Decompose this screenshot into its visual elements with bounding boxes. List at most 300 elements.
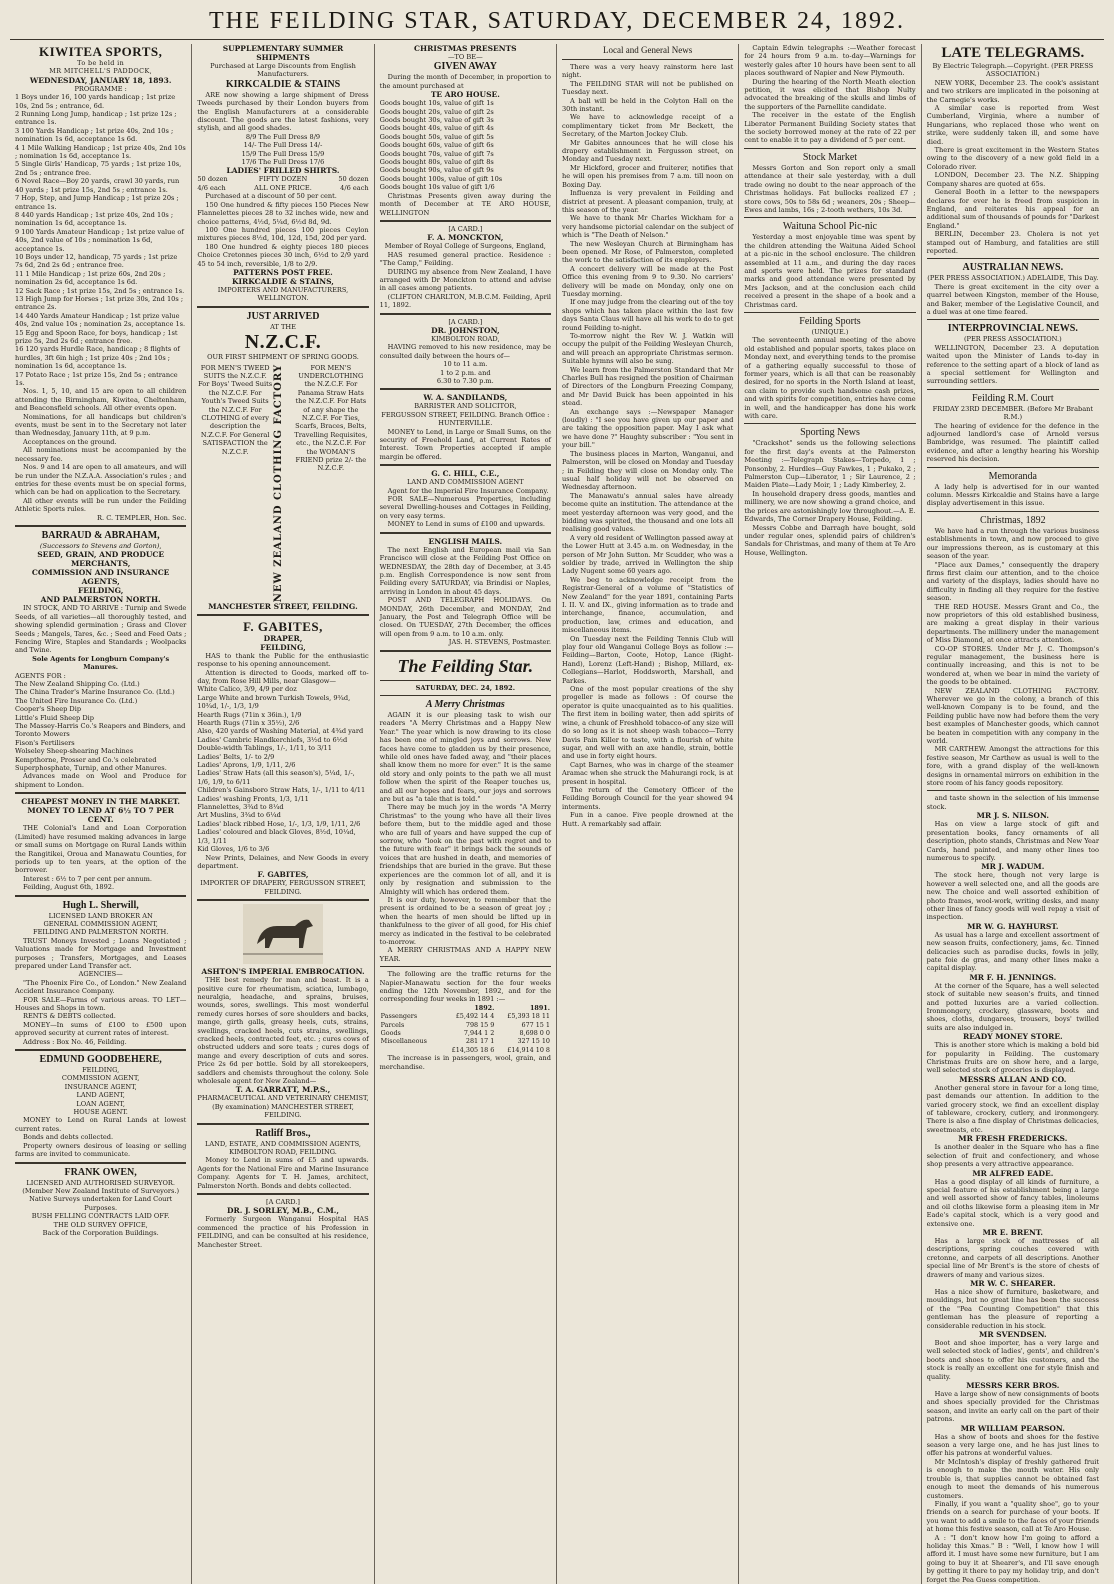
gabites-items-item: Flannelettes, 3¾d to 8¼d	[197, 803, 284, 812]
local-paras-item: A concert delivery will be made at the Post Office this evening from 9 to 9.30. No carriers' delivery will be made on Monday, only one on Tuesday morning.	[561, 264, 734, 298]
ratliff-lines	[197, 1140, 368, 1157]
local-paras-item: There was a very heavy rainstorm here last night.	[561, 63, 734, 80]
ceylon-text: 100 One hundred pieces 100 pieces Ceylon mixtures pieces 8½d, 10d, 12d, 15d, 20d per yard.	[197, 225, 369, 243]
column-3	[375, 44, 557, 1584]
barraud-agents-item: Little's Fluid Sheep Dip	[15, 713, 94, 722]
table-cell: £5,492 14 4	[455, 1012, 495, 1021]
johnston-sub: KIMBOLTON ROAD,	[431, 334, 500, 343]
local-paras-item: An exchange says :—Newspaper Manager (loudly) : "I see you have given up our paper and are taking the opposition paper. May I ask what we have done ?" Haughty subscriber : "You sent in your bill."	[561, 407, 734, 450]
moncton-title: F. A. MONCKTON,	[427, 233, 504, 243]
kiwitea-programme-label: PROGRAMME :	[74, 84, 127, 93]
stock-text: Messrs Gorton and Son report only a small attendance at their sale yesterday, with a dull trade owing no doubt to the near approach of the Christmas holidays. Fat bullocks realized £7 ; store cows, 50s to 58s 6d ; weaners, 20s ; Sheep—Ewes and lambs, 16s ; 2-tooth wethers, 10s 3d.	[744, 163, 916, 214]
moncton-sign: (CLIFTON CHARLTON, M.B.C.M. Feilding, April 11, 1892.	[379, 292, 551, 310]
gabites-items-item: Also, 420 yards of Washing Material, at 4¾d yard	[197, 727, 364, 736]
xmas-given: GIVEN AWAY	[433, 61, 497, 73]
kiwitea-programme-item: 17 Potato Race ; 1st prize 15s, 2nd 5s ; entrance 1s.	[15, 370, 178, 388]
table-cell: Miscellaneous	[380, 1037, 427, 1046]
local-paras-item: The new Wesleyan Church at Birmingham has been opened. Mr Rose, of Palmerston, completed the work to the satisfaction of its employers.	[561, 239, 734, 265]
kiwitea-programme-item: 10 Boys under 12, handicap, 75 yards ; 1st prize 7s 6d, 2nd 2s 6d ; entrance free.	[15, 252, 178, 270]
johnston-label: [A CARD.]	[448, 317, 483, 326]
local-paras-item: Mr Hickford, grocer and fruiterer, notifies that he will open his premises from 7 a.m. till noon on Boxing Day.	[561, 163, 734, 189]
horse-engraving-icon	[243, 904, 323, 964]
moncton-absence: DURING my absence from New Zealand, I have arranged with Dr Monckton to attend and advise in all cases among patients.	[379, 267, 551, 293]
goodbehere-lines-item: COMMISSION AGENT,	[61, 1074, 140, 1083]
table-cell: Passengers	[380, 1012, 418, 1021]
table-cell: £14,914 10 8	[507, 1045, 550, 1054]
moncton-text: HAS resumed general practice. Residence : "The Camp," Feilding.	[379, 250, 551, 268]
gabites-title: F. GABITES,	[243, 618, 323, 634]
sandilands-addr: FERGUSSON STREET, FEILDING. Branch Office : HUNTERVILLE.	[381, 410, 550, 428]
money-lend: MONEY TO LEND AT 6½ TO 7 PER CENT.	[27, 806, 174, 825]
shearer-text: Has a nice show of furniture, basketware, and mouldings, but no great line has been the success of the "Pea Counting Competition" that this gentleman has the pleasure of reporting a considerable reduction in his stock.	[926, 1287, 1099, 1330]
christmas-text	[927, 527, 1099, 788]
allan-text: Another general store in favour for a long time, past demands our attention. In addition to the varied grocery stock, we find an excellent display of tableware, crockery, cutlery, and ironmongery. There is also a fine display of Christmas delicacies, sweetmeats, etc.	[926, 1083, 1099, 1134]
sports-sub: (UNIQUE.)	[811, 327, 849, 336]
final-text: Finally, if you want a "quality shoe", go to your friends on a search for purchase of your boots. If you want to add a smile to the faces of your friends at home this festive season, call at Te Aro House.	[926, 1499, 1099, 1534]
sherwill-lines-item: FEILDING AND PALMERSTON NORTH.	[33, 928, 169, 937]
xmas-footer: Christmas Presents given away during the month of December at TE ARO HOUSE, WELLINGTON	[379, 191, 551, 217]
inter-sub: (PER PRESS ASSOCIATION.)	[963, 335, 1062, 344]
kiwitea-programme-item: 13 High Jump for Horses ; 1st prize 30s, 2nd 10s ; entrance 2s.	[15, 294, 184, 312]
sherwill-agencies-label: AGENCIES—	[78, 970, 123, 979]
ladies-price	[197, 184, 368, 192]
jennings-text: At the corner of the Square, has a well selected stock of suitable new season's fruits, and tinned and potted luxuries are a varied collection. Ironmongery, crockery, glassware, boots and shoes, cloths, dungarees, trousers, boys' twilled suits are also indulged in.	[926, 981, 1099, 1032]
barraud-lines-item: AND PALMERSTON NORTH.	[40, 595, 161, 605]
xmas-list-item: Goods bought 90s, value of gift 9s	[379, 166, 494, 175]
svendsen-text: Boot and shoe importer, has a very large and well selected stock of ladies', gents', and children's boots and shoes to offer his customers, and the stock is really an excellent one for style finish and quality.	[926, 1339, 1099, 1381]
gabites-sign: F. GABITES,	[257, 870, 309, 880]
kiwitea-programme-item: 12 Sack Race ; 1st prize 15s, 2nd 5s ; entrance 1s.	[15, 286, 185, 295]
colonial-text: THE Colonial's Land and Loan Corporation (Limited) have resumed making advances in large or small sums on Mortgage on Rural Lands within the Rangitikei, Oroua and Manawatu Counties, for periods up to ten years, at the option of the borrower.	[15, 824, 187, 875]
gabites-items-item: Double-width Tablings, 1/-, 1/11, to 3/11	[197, 744, 332, 753]
kiwitea-programme-item: 11 1 Mile Handicap ; 1st prize 60s, 2nd 20s ; nomination 2s 6d, acceptance 1s 6d.	[15, 269, 166, 287]
column-4	[557, 44, 739, 1584]
christmas-title: Christmas, 1892	[980, 514, 1046, 526]
sherwill-money: MONEY—In sums of £100 to £500 upon approved security at current rates of interest.	[15, 1020, 187, 1038]
xmas-list-item: Goods bought 50s, value of gift 5s	[379, 132, 494, 141]
court-title: Feilding R.M. Court	[971, 392, 1054, 404]
gabites-town: FEILDING,	[260, 642, 306, 652]
merry-text-item: It is our duty, however, to remember that the present is ordained to be a season of great joy ; when the hearts of men should be lifted up in thankfulness to the giver of all good, for His chief mercy as indicated in the festival to be celebrated to-morrow.	[379, 895, 551, 946]
sporting-text: "Crackshot" sends us the following selections for the first day's events at the Palmerston Meeting :—Telegraph Stakes—Torpedo, 1 ; Ponsonby, 2. Hurdles—Guy Fawkes, 1 ; Pukako, 2 ; Palmerston Cup—Liberator, 1 ; Sir Laurence, 2 ; Maiden Plate—Lady Moir, 1 ; Lady Kimberley, 2.	[744, 439, 916, 490]
local-paras-item: Influenza is very prevalent in Feilding and district at present. A pleasant companion, truly, at this season of the year.	[561, 189, 734, 214]
table-cell: 281 17 1	[465, 1037, 495, 1046]
xmas-list-item: Goods bought 10s value of gift 1/6	[379, 183, 495, 192]
masthead: THE FEILDING STAR, SATURDAY, DECEMBER 24, 1892.	[10, 8, 1104, 40]
christmas-text-item: NEW ZEALAND CLOTHING FACTORY. Wherever we go in the colony, a branch of this well-known Company is to be found, and the Feilding public have now had before them the very best examples of Manchester goods, which cannot be beaten in competition with any company in the world.	[926, 686, 1099, 746]
table-cell: Goods	[380, 1029, 401, 1037]
kiwitea-notes-item: Acceptances on the ground.	[23, 437, 117, 446]
gabites-items-item: White Calico, 3/9, 4/9 per doz	[197, 685, 297, 694]
owen-lines-item: BUSH FELLING CONTRACTS LAID OFF.	[31, 1212, 170, 1221]
mails-text: The next English and European mail via San Francisco will close at the Feilding Post Office on WEDNESDAY, the 28th day of December, at 3.45 p.m. English Correspondence is now sent from Feilding every SATURDAY, via Brindisi or Naples, arriving in London in about 45 days.	[379, 545, 551, 596]
court-sub: FRIDAY 23RD DECEMBER. (Before Mr Brabant R.M.)	[932, 404, 1094, 422]
mails-sign: JAS. H. STEVENS, Postmaster.	[448, 638, 551, 647]
table-cell: 7,944 1 2	[463, 1029, 495, 1037]
xmas-list-item: Goods bought 40s, value of gift 4s	[379, 124, 494, 133]
sherwill-text: TRUST Moneys Invested ; Loans Negotiated ; Valuations made for Mortgage and Investment purposes ; Transfers, Mortgages, and Leases prepared under Land Transfer act.	[15, 936, 187, 970]
ratliff-lines-item: LAND, ESTATE, AND COMMISSION AGENTS,	[205, 1139, 361, 1148]
kiwitea-programme-item: 14 440 Yards Amateur Handicap ; 1st prize value 40s, 2nd value 10s ; nomination 2s, acceptance 1s.	[15, 311, 186, 329]
cretonne-text: 180 One hundred & eighty pieces 180 pieces Choice Cretonnes pieces 30 inch, 6½d to 2/9 yard 45 to 54 inch, reversible, 1/8 to 2/9.	[197, 242, 369, 268]
garratt-sub: PHARMACEUTICAL AND VETERINARY CHEMIST, (By examination) MANCHESTER STREET, FEILDING.	[197, 1094, 369, 1120]
kirk-title: KIRKCALDIE & STAINS	[225, 78, 341, 90]
australian-title: AUSTRALIAN NEWS.	[962, 262, 1064, 274]
ready-title: READY MONEY STORE.	[962, 1032, 1063, 1042]
local-paras-item: Mr Gabites announces that he will close his drapery establishment in Fergusson street, on Monday and Tuesday next.	[561, 138, 734, 164]
kiwitea-programme-item: 2 Running Long Jump, handicap ; 1st prize 12s ; entrance 1s.	[15, 110, 177, 127]
johnston-hours	[380, 360, 551, 385]
table-cell: £5,393 18 11	[507, 1012, 550, 1021]
sherwill-sale: FOR SALE—Farms of various areas. TO LET—Houses and Shops in town.	[15, 995, 187, 1012]
merry-text-item: AGAIN it is our pleasing task to wish our readers "A Merry Christmas and a Happy New Year." The year which is now drawing to its close has been one of mingled joys and sorrows. New faces have come to gladden us by their presence, while old ones have faded away, and "their places shall know them no more for ever." It is the same old story and only points to the path we all must follow when the spirit of the Reaper touches us, and all our hopes and fears, our joys and sorrows are but as "a tale that is told."	[379, 710, 551, 804]
nzcf-heading: N.Z.C.F.	[244, 331, 322, 354]
table-row	[380, 1012, 551, 1020]
barraud-agents	[15, 680, 186, 772]
supp-sub: Purchased at Large Discounts from English Manufacturers.	[210, 62, 356, 79]
moncton-sub: Member of Royal College of Surgeons, England,	[384, 242, 546, 251]
gabites-items	[197, 685, 368, 853]
christmas-text-item: THE RED HOUSE. Messrs Grant and Co., the now proprietors of this old established business, are making a great display in their various departments. The millinery under the management of Miss Diamond, at once attracts attention.	[926, 602, 1099, 645]
manchester: MANCHESTER STREET, FEILDING.	[208, 601, 358, 611]
barraud-agents-item: The United Fire Insurance Co. (Ltd.)	[15, 696, 138, 705]
late-text-item: There is great excitement in the Western States owing to the discovery of a new gold field in a Colorado river.	[926, 146, 1099, 171]
waituna-title: Waituna School Pic-nic	[782, 221, 878, 233]
table-row	[380, 1004, 551, 1012]
barraud-agents-item: Cooper's Sheep Dip	[15, 705, 82, 714]
gabites-attention: Attention is directed to Goods, marked off to-day, from Rose Hill Mills, near Glasgow—	[197, 668, 369, 685]
ratliff-lines-item: KIMBOLTON ROAD, FEILDING.	[229, 1148, 337, 1157]
xmas-to-be: —TO BE—	[447, 53, 483, 61]
jennings-title: MR F. H. JENNINGS.	[969, 972, 1057, 982]
sporting-text2: In household drapery dress goods, mantles and millinery, we are now showing a grand choice, and the prices are astonishingly low throughout.—A. E. Edwards, The Corner Drapery House, Feilding.	[744, 489, 916, 524]
goodbehere-property: Property owners desirous of leasing or selling farms are invited to communicate.	[15, 1141, 187, 1159]
kirk-sign-sub: IMPORTERS AND MANUFACTURERS, WELLINGTON.	[217, 285, 349, 303]
inter-title: INTERPROVINCIAL NEWS.	[947, 323, 1078, 335]
local-paras-item: The return of the Cemetery Officer of the Feilding Borough Council for the year showed 94 interments.	[561, 785, 734, 811]
kiwitea-notes-item: All nominations must be accompanied by the necessary fee.	[15, 446, 187, 463]
gabites-items-item: Ladies' Straw Hats (all this season's), 5¼d, 1/-, 1/6, 1/9, to 6/11	[197, 769, 355, 786]
nilson-text: Has on view a large stock of gift and presentation books, fancy ornaments of all description, photo stands, Christmas and New Year Cards, hand painted, and many other lines too numerous to specify.	[926, 820, 1099, 862]
johnston-hours-item: 6.30 to 7.30 p.m.	[436, 377, 494, 385]
owen-lines	[15, 1179, 186, 1238]
ready-text: This is another store which is making a bold bid for popularity in Feilding. The customary Christmas fruits are on show here, and a large, well selected stock of groceries is displayed.	[926, 1041, 1099, 1075]
local-paras-item: Capt Barnes, who was in charge of the steamer Aramac when she struck the Mahurangi rock, is at present in hospital.	[561, 760, 734, 786]
local-paras-item: The Manawatu's annual sales have already become quite an institution. The attendance at the meet yesterday afternoon was very good, and the bidding was spirited, the thousand and one lots all realising good values.	[561, 491, 734, 534]
sherwill-agencies: "The Phoenix Fire Co., of London." New Zealand Accident Insurance Company.	[15, 978, 187, 996]
kirk-prices	[197, 133, 368, 167]
christmas-text-item: We have had a run through the various business establishments in town, and now proceed to give our impressions thereon, as is customary at this season of the year.	[926, 526, 1099, 561]
traffic-table	[380, 1004, 551, 1054]
cont-paras-item: Captain Edwin telegraphs :—Weather forecast for 24 hours from 9 a.m. to-day—Warnings for westerly gales after 10 hours have been sent to all places southward of Napier and New Plymouth.	[744, 44, 916, 78]
hayhurst-text: As usual has a large and excellent assortment of new season fruits, confectionery, jams, &c. Tinned delicacies such as paradise ducks, fowls in jelly, pate foie de gras, and many other lines make a capital display.	[926, 930, 1099, 973]
kiwitea-sub2: MR MITCHELL'S PADDOCK,	[49, 67, 153, 76]
local-paras-item: A very old resident of Wellington passed away at the Lower Hutt at 3.45 a.m. on Wednesday, in the person of Mr John Sutton. Mr Scudder, who was a soldier by trade, arrived in Wellington the ship Lady Nugent some 60 years ago.	[561, 533, 734, 576]
barraud-lines-item: COMMISSION AND INSURANCE AGENTS,	[31, 568, 170, 587]
kiwitea-programme-item: 1 Boys under 16, 100 yards handicap ; 1st prize 10s, 2nd 5s ; entrance, 6d.	[15, 93, 176, 110]
xmas-list-item: Goods bought 10s, value of gift 1s	[379, 99, 494, 108]
local-paras-item: Fun in a canoe. Five people drowned at the Hutt. A remarkably sad affair.	[561, 811, 734, 828]
table-cell: 327 15 10	[517, 1037, 550, 1046]
local-paras-item: We have to acknowledge receipt of a complimentary ticket from Mr Beckett, the Secretary, of the Marton Jockey Club.	[561, 113, 734, 139]
wadum-title: MR J. WADUM.	[981, 862, 1045, 872]
local-paras-item: To-morrow night the Rev W. J. Watkin will occupy the pulpit of the Feilding Wesleyan Church, and will preach an appropriate Christmas sermon. Suitable hymns will also be sung.	[561, 332, 734, 366]
merry-text-item: A MERRY CHRISTMAS AND A HAPPY NEW YEAR.	[379, 946, 551, 963]
barraud-lines	[15, 550, 186, 604]
eade-text: Has a good display of all kinds of furniture, a special feature of his establishment being a large and well assorted show of fancy tables, linoleums and oil cloths likewise form a pleasing item in Mr Eade's capital stock, which is a very good and extensive one.	[926, 1177, 1099, 1228]
gabites-sub: DRAPER,	[263, 633, 303, 643]
ashtons-title: ASHTON'S IMPERIAL EMBROCATION.	[201, 967, 365, 977]
table-row	[380, 1046, 551, 1054]
ratliff-title: Ratliff Bros.,	[255, 1127, 311, 1139]
memo-title: Memoranda	[988, 470, 1037, 482]
sorley-text: Formerly Surgeon Wanganui Hospital HAS commenced the practice of his Profession in FEILDING, and can be consulted at his residence, Manchester Street.	[197, 1215, 369, 1249]
xmas-list-item: Goods bought 70s, value of gift 7s	[379, 149, 494, 158]
sherwill-rents: RENTS & DEBTS collected.	[23, 1012, 116, 1021]
xmas-store: TE ARO HOUSE.	[430, 90, 500, 100]
ladies-row-item: 50 dozen	[197, 175, 228, 184]
owen-lines-item: Back of the Corporation Buildings.	[42, 1228, 159, 1237]
sports-text: The seventeenth annual meeting of the above old established and popular sports, takes place on Monday next, and everything tends to the promise of a gathering equally successful to those of former years, which is all that can be reasonably desired, for no sports in the North Island at least, can claim to provide such handsome cash prizes, and with spirits for competition, entries have come in well, and the handicapper has done his work with care.	[744, 336, 916, 421]
final-quote: A : "I don't know how I'm going to afford a holiday this Xmas." B : "Well, I know how I will afford it. I must have some new furniture, but I am going to buy it at Shearer's, and I'll save enough by getting it there to pay my holiday trip, and don't forget the Pea Guess competition.	[926, 1533, 1099, 1584]
column-6	[922, 44, 1104, 1584]
allan-title: MESSRS ALLAN AND CO.	[959, 1074, 1067, 1084]
table-row	[380, 1029, 551, 1037]
owen-lines-item: Native Surveys undertaken for Land Court Purposes.	[29, 1195, 173, 1212]
just-arrived: JUST ARRIVED	[246, 310, 320, 322]
ashtons-text: THE best remedy for man and beast. It is a positive cure for rheumatism, sciatica, lumbago, neuralgia, headache, and sprains, bruises, wounds, sores, swellings. This most wonderful remedy cures horses of sore shoulders and backs, mange, girth galls, greasy heels, cuts, strains, swellings, cracked heels, cuts strains, swellings, cracked heels, contracted feet, etc. ; cures cows of obstructed udders and sore teats ; cures dogs of mange and every description of cuts and sores. Price 2s 6d per bottle. Sold by all storekeepers, saddlers and chemists throughout the colony. Sole wholesale agent for New Zealand—	[197, 976, 369, 1086]
barraud-stock: IN STOCK, AND TO ARRIVE : Turnip and Swede Seeds, of all varieties—all thoroughly tested, and showing splendid germination ; Grass and Clover Seeds ; Mangels, Tares, &c. ; Seed and Feed Oats ; Fencing Wire, Staples and Standards ; Woolpacks and Twine.	[15, 604, 187, 655]
goodbehere-money: MONEY to Lend on Rural Lands at lowest current rates.	[15, 1116, 187, 1133]
xmas-list-item: Goods bought 100s, value of gift 10s	[379, 174, 503, 183]
brent-text: Has a large stock of mattresses of all descriptions, spring couches covered with cretonne, and carpets of all descriptions. Another special line of Mr Brent's is the store of chests of drawers of many and various sizes.	[926, 1236, 1099, 1279]
hill-title: G. C. HILL, C.E.,	[431, 469, 500, 479]
kiwitea-notes	[15, 387, 186, 513]
ladies-row-item: FIFTY DOZEN	[258, 175, 308, 184]
cont-paras	[744, 44, 915, 145]
kiwitea-sub1: To be held in	[77, 59, 125, 67]
feilding-date: Feilding, August 6th, 1892.	[23, 883, 115, 892]
gabites-items-item: Large White and brown Turkish Towels, 9¾d, 10¾d, 1/-, 1/3, 1/9	[197, 693, 351, 711]
local-paras-item: The business places in Marton, Wanganui, and Palmerston, will be closed on Monday and Tuesday ; in Feilding they will close on Monday only. The usual half holiday will not be observed on Wednesday afternoon.	[561, 449, 734, 492]
sherwill-title: Hugh L. Sherwill,	[62, 899, 139, 911]
barraud-sole: Sole Agents for Longburn Company's Manures.	[32, 654, 170, 672]
sporting-title: Sporting News	[800, 427, 860, 439]
mails-holidays: POST AND TELEGRAPH HOLIDAYS. On MONDAY, 26th December, and MONDAY, 2nd January, the Post and Telegraph Office will be closed. On TUESDAY, 27th December, the offices will open from 9 a.m. to 10 a.m. only.	[379, 596, 551, 638]
owen-lines-item: THE OLD SURVEY OFFICE,	[53, 1220, 148, 1229]
sorley-title: DR. J. SORLEY, M.B., C.M.,	[226, 1206, 339, 1216]
kirk-prices-item: 14/- The Full Dress 14/-	[243, 141, 323, 150]
kirk-prices-item: 8/9 The Full Dress 8/9	[245, 132, 321, 141]
johnston-title: DR. JOHNSTON,	[431, 325, 500, 335]
nameplate-date: SATURDAY, DEC. 24, 1892.	[415, 683, 516, 692]
johnston-hours-item: 1 to 2 p.m. and	[440, 368, 491, 377]
late-text-item: General Booth in a letter to the newspapers declares for ever he is freed from suspicion in England, and reiterates his appeal for an additional sum of thousands of pounds for "Darkest England."	[926, 188, 1099, 230]
sorley-label: [A CARD.]	[266, 1198, 300, 1207]
goodbehere-title: EDMUND GOODBEHERE,	[39, 1054, 162, 1066]
nameplate: The Feilding Star.	[397, 655, 534, 676]
xmas-title: CHRISTMAS PRESENTS	[414, 44, 517, 53]
johnston-text: HAVING removed to his new residence, may be consulted daily between the hours of—	[379, 343, 551, 360]
kirk-prices-item: 15/9 The Full Dress 15/9	[241, 149, 325, 158]
goodbehere-lines-item: LOAN AGENT,	[76, 1099, 125, 1108]
hayhurst-title: MR W. G. HAYHURST.	[967, 921, 1059, 931]
hill-sub: LAND AND COMMISSION AGENT	[407, 478, 524, 487]
table-cell: 8,698 0 0	[519, 1029, 550, 1037]
local-paras-item: The FEILDING STAR will not be published on Tuesday next.	[561, 79, 734, 97]
owen-lines-item: LICENSED AND AUTHORISED SURVEYOR.	[26, 1178, 175, 1187]
column-2	[192, 44, 374, 1584]
kirk-prices-item: 17/6 The Full Dress 17/6	[241, 158, 325, 167]
sports-title: Feilding Sports	[799, 315, 861, 327]
late-text-item: BERLIN, December 23. Cholera is not yet stamped out of Hamburg, and fatalities are still reported.	[926, 230, 1099, 255]
goodbehere-bonds: Bonds and debts collected.	[23, 1133, 114, 1142]
kiwitea-programme	[15, 93, 186, 387]
hill-sale: FOR SALE—Numerous Properties, including several Dwelling-houses and Cottages in Feilding, on very easy terms.	[379, 495, 551, 520]
barraud-agents-item: The China Trader's Marine Insurance Co. (Ltd.)	[15, 688, 175, 697]
traffic-note: The increase is in passengers, wool, grain, and merchandise.	[379, 1054, 551, 1071]
shearer-title: MR W. C. SHEARER.	[970, 1278, 1056, 1288]
local-title: Local and General News	[603, 45, 693, 55]
table-row	[380, 1037, 551, 1045]
pearson-text: Has a show of boots and shoes for the festive season a very large one, and he has just lines to offer his patrons at wonderful values.	[926, 1432, 1099, 1458]
sandilands-sub: BARRISTER AND SOLICITOR,	[414, 402, 517, 411]
kiwitea-notes-item: Nos. 1, 5, 10, and 15 are open to all children attending the Birmingham, Kiwitea, Cheltenham, and Beaconsfield schools. All other events open.	[15, 387, 187, 413]
kerr-title: MESSRS KERR BROS.	[966, 1381, 1060, 1391]
sporting-text3: Messrs Cobbe and Darragh have bought, sold under regular ones, splendid pairs of children's Sandals for Christmas, and many of them at Te Aro House, Wellington.	[744, 523, 916, 557]
barraud-agents-item: The New Zealand Shipping Co. (Ltd.)	[15, 680, 140, 688]
local-paras-item: We have to thank Mr Charles Wickham for a very handsome pictorial calendar on the subject of which is "The Death of Nelson."	[561, 214, 734, 240]
nilson-title: MR J. S. NILSON.	[976, 811, 1049, 821]
cont-paras-item: The receiver in the estate of the English Liberator Permanent Building Society states that the society borrowed money at the rate of 22 per cent to enable it to pay a dividend of 5 per cent.	[744, 111, 916, 145]
kiwitea-notes-item: All other events will be run under the Feilding Athletic Sports rules.	[15, 496, 187, 514]
nzcf-sub: OUR FIRST SHIPMENT OF SPRING GOODS.	[207, 353, 359, 362]
columns	[10, 44, 1104, 1584]
kiwitea-title: KIWITEA SPORTS,	[38, 44, 163, 59]
gabites-items-item: Kid Gloves, 1/6 to 3/6	[197, 845, 270, 854]
xmas-list-item: Goods bought 20s, value of gift 2s	[379, 107, 494, 116]
xmas-list	[380, 99, 551, 191]
kirk-sign: KIRKCALDIE & STAINS,	[232, 276, 334, 286]
goodbehere-lines-item: FEILDING,	[82, 1066, 120, 1075]
patterns-post: PATTERNS POST FREE.	[233, 267, 333, 277]
sherwill-address: Address : Box No. 46, Feilding.	[23, 1037, 127, 1046]
kiwitea-programme-item: 16 120 yards Hurdle Race, handicap ; 8 flights of hurdles, 3ft 6in high ; 1st prize 40s ; 2nd 10s ; nomination 1s 6d, acceptance 1s.	[15, 345, 180, 371]
gabites-items-item: Art Muslins, 3¾d to 6¼d	[197, 811, 281, 820]
court-text: The hearing of evidence for the defence in the adjourned landlord's case of Arnold versus Bambridge, was resumed. The plaintiff called evidence, and after a lengthy hearing his Worship reserved his decision.	[926, 421, 1099, 464]
kiwitea-secretary: R. C. TEMPLER, Hon. Sec.	[97, 513, 187, 522]
svendsen-title: MR SVENDSEN.	[979, 1330, 1047, 1339]
barraud-agents-item: Wolseley Sheep-shearing Machines	[15, 747, 134, 756]
local-paras-item: We learn from the Palmerston Standard that Mr Charles Bull has resigned the position of Chairman of Directors of the Longburn Freezing Company, and Mr David Buick has been appointed in his stead.	[561, 365, 734, 408]
cont-paras-item: During the hearing of the North Meath election petition, it was elicited that Bishop Nulty advocated the breaking of the skulls and limbs of the supporters of the Parnellite candidate.	[744, 77, 916, 111]
table-cell: £14,305 18 6	[451, 1045, 495, 1054]
nzcf-left: FOR MEN'S TWEED SUITS the N.Z.C.F. For Boys' Tweed Suits the N.Z.C.F. For Youth's Tweed Suits the N.Z.C.F. For CLOTHING of every description the N.Z.C.F. For General SATISFACTION the N.Z.C.F.	[198, 363, 273, 456]
gabites-items-item: Ladies' Aprons, 1/9, 1/11, 2/6	[197, 761, 296, 770]
column-1	[10, 44, 192, 1584]
local-paras-item: One of the most popular creations of the shy progeller is made as follows : Of course the operator is quite unacquainted as to his qualities. The first item in boiling water, then add spirits of wine, a chunk of Freshhold tobacco-of any size will do so long as it is not sheep wash tobacco—Terry Davis Pain Killer to taste, with a flourish of white sugar, and well with an axe handle, strain, bottle and use in forty eight hours.	[561, 685, 734, 761]
ladies-title: LADIES' FRILLED SHIRTS.	[226, 166, 340, 176]
table-cell	[380, 1046, 440, 1054]
brent-title: MR E. BRENT.	[982, 1227, 1044, 1237]
fresh-title: MR FRESH FREDERICKS.	[958, 1134, 1068, 1144]
ladies-price-item: 4/6 each	[197, 183, 226, 192]
local-paras-item: We beg to acknowledge receipt from the Registrar-General of a volume of "Statistics of New Zealand" for the year 1891, containing Parts I. II. V. and IX., giving information as to trade and interchange, finance, accumulation, and production, law, crimes and education, and miscellaneous items.	[561, 575, 734, 635]
gabites-items-item: Hearth Rugs (71in x 35½), 2/6	[197, 719, 300, 728]
col7-head: and taste shown in the selection of his immense stock.	[926, 794, 1099, 811]
gabites-items-item: Ladies' washing Fronts, 1/3, 1/11	[197, 794, 309, 803]
merry-text-item: There may be much joy in the words "A Merry Christmas" to the young who have all their lives before them, but to the middle aged and those who are full of years and have supped the cup of sorrow, who "look on the past with regret and to the future with fear" it brings back the sounds of voices that are hushed in death, and memories of friendships that are buried in the grave. But these experiences are the common lot of all, and it is only by resignation and submission to the Almighty will which has ordered them.	[379, 803, 551, 896]
kiwitea-programme-item: 4 1 Mile Walking Handicap ; 1st prize 40s, 2nd 10s ; nomination 1s 6d, acceptance 1s.	[15, 143, 186, 161]
inter-text: WELLINGTON, December 23. A deputation waited upon the Minister of Lands to-day in reference to the setting apart of a block of land as a special settlement for Wellington and surrounding settlers.	[926, 343, 1099, 386]
barraud-advances: Advances made on Wool and Produce for shipment to London.	[15, 772, 187, 789]
local-paras	[562, 63, 733, 828]
barraud-sub: (Successors to Stevens and Gorton),	[39, 541, 162, 550]
sherwill-lines	[15, 912, 186, 937]
waituna-text: Yesterday a most enjoyable time was spent by the children attending the Waituna Aided School at a pic-nic in the school enclosure. The children assembled at 11 a.m., and during the day races and sports were held. The prizes for standard marks and good attendance were presented by Mrs Jackson, and at the conclusion each child received a present in the shape of a book and a Christmas card.	[744, 233, 916, 309]
mcintosh-text: Mr McIntosh's display of freshly gathered fruit is enough to make the mouth water. His only trouble is, that supplies cannot be obtained fast enough to meet the demands of his numerous customers.	[926, 1457, 1099, 1500]
australian-text: There is great excitement in the city over a quarrel between Kingston, member of the House, and Baker, member of the Legislative Council, and a duel was at one time feared.	[926, 282, 1099, 316]
owen-title: FRANK OWEN,	[64, 1166, 137, 1178]
merry-text	[380, 711, 551, 963]
gabites-items-item: Hearth Rugs (71in x 36in.), 1/9	[197, 710, 302, 719]
sandilands-title: W. A. SANDILANDS,	[423, 393, 508, 403]
late-text-item: LONDON, December 23. The N.Z. Shipping Company shares are quoted at 65s.	[926, 171, 1099, 188]
gabites-new: New Prints, Delaines, and New Goods in every department.	[197, 853, 369, 870]
christmas-text-item: "Place aux Dames," consequently the drapery firms first claim our attention, and to the choice and variety of the displays, ladies should have no difficulty in finding all they require for the festive season.	[926, 560, 1099, 603]
sandilands-text: MONEY to Lend, in Large or Small Sums, on the security of Freehold Land, at Current Rates of Interest. Town Properties accepted if ample margin be offered.	[379, 427, 551, 461]
traffic-table-body	[380, 1004, 551, 1054]
christmas-text-item: CO-OP STORES. Under Mr J. C. Thompson's regular management, the business here is continually increasing, and this is not to be wondered at, when we bear in mind the variety of the goods to be obtained.	[926, 644, 1099, 687]
kiwitea-programme-item: 3 100 Yards Handicap ; 1st prize 40s, 2nd 10s ; nomination 1s 6d, acceptance 1s 6d.	[15, 126, 174, 144]
hill-money: MONEY to Lend in sums of £100 and upwards.	[387, 520, 545, 529]
kiwitea-programme-item: 6 Novel Race—Boy 20 yards, crawl 30 yards, run 40 yards ; 1st prize 15s, 2nd 5s ; entrance 1s.	[15, 177, 180, 194]
goodbehere-lines-item: LAND AGENT,	[76, 1091, 125, 1100]
late-text	[927, 79, 1099, 256]
kiwitea-programme-item: 7 Hop, Step, and Jump Handicap ; 1st prize 20s ; entrance 1s.	[15, 194, 179, 211]
traffic-text: The following are the traffic returns for the Napier-Manawatu section for the four weeks ending the 12th November, 1892, and for the corresponding four weeks in 1891 :—	[379, 970, 551, 1004]
table-cell: 1891.	[529, 1003, 550, 1012]
local-paras-item: On Tuesday next the Feilding Tennis Club will play four old Wanganui College Boys as follow :—Feilding—Barton, Coote, Hotop, Lance (Right-Hand), Lorenz (Left-Hand) ; Bishop, Millard, ex-Collegians—Harlot, Hoddsworth, Marshall, and Parkes.	[561, 634, 734, 685]
gabites-sign-sub: IMPORTER OF DRAPERY, FERGUSSON STREET, FEILDING.	[200, 879, 366, 896]
table-cell: Parcels	[380, 1020, 405, 1029]
table-cell: 677 15 1	[521, 1020, 550, 1029]
table-cell: 1892.	[474, 1003, 495, 1012]
barraud-agents-item: Fison's Fertilisers	[15, 738, 75, 747]
australian-sub: (PER PRESS ASSOCIATION.) ADELAIDE, This Day.	[927, 274, 1099, 283]
kerr-text: Have a large show of new consignments of boots and shoes specially provided for the Christmas season, and invite an early call on the part of their patrons.	[926, 1390, 1099, 1424]
kiwitea-notes-item: Nominations, for all handicaps but children's events, must be sent in to the Secretary not later than Wednesday, January 11th, at 9 p.m.	[15, 412, 187, 438]
kirk-text: ARE now showing a large shipment of Dress Tweeds purchased by their London buyers from the English Manufacturers at a considerable discount. The goods are the latest fashions, very stylish, and all good shades.	[197, 90, 369, 133]
garratt: T. A. GARRATT, M.P.S.,	[235, 1085, 331, 1095]
kiwitea-programme-item: 15 Egg and Spoon Race, for boys, handicap ; 1st prize 5s, 2nd 2s 6d ; entrance free.	[15, 328, 178, 345]
ladies-text: Purchased at a discount of 50 per cent.	[205, 192, 337, 201]
gabites-items-item: Ladies' Belts, 1/- to 2/9	[197, 752, 275, 761]
xmas-list-item: Goods bought 80s, value of gift 8s	[379, 158, 494, 167]
local-paras-item: If one may judge from the clearing out of the toy shops which has taken place within the last few days Santa Claus will have all his work to do to get round Feilding to-night.	[561, 298, 734, 332]
barraud-agents-label: AGENTS FOR :	[15, 671, 66, 680]
sherwill-lines-item: GENERAL COMMISSION AGENT,	[43, 919, 158, 928]
card-label: [A CARD.]	[448, 224, 483, 233]
at-the: AT THE	[270, 322, 296, 331]
gabites-items-item: Children's Gainsboro Straw Hats, 1/-, 1/11 to 4/11	[197, 786, 366, 795]
late-title: LATE TELEGRAMS.	[941, 45, 1085, 61]
barraud-lines-item: SEED, GRAIN, AND PRODUCE MERCHANTS,	[37, 550, 165, 569]
goodbehere-lines-item: HOUSE AGENT.	[73, 1108, 128, 1117]
kiwitea-date: WEDNESDAY, JANUARY 18, 1893.	[29, 75, 172, 85]
ladies-price-item: ALL ONE PRICE.	[254, 183, 312, 192]
goodbehere-lines	[15, 1066, 186, 1116]
